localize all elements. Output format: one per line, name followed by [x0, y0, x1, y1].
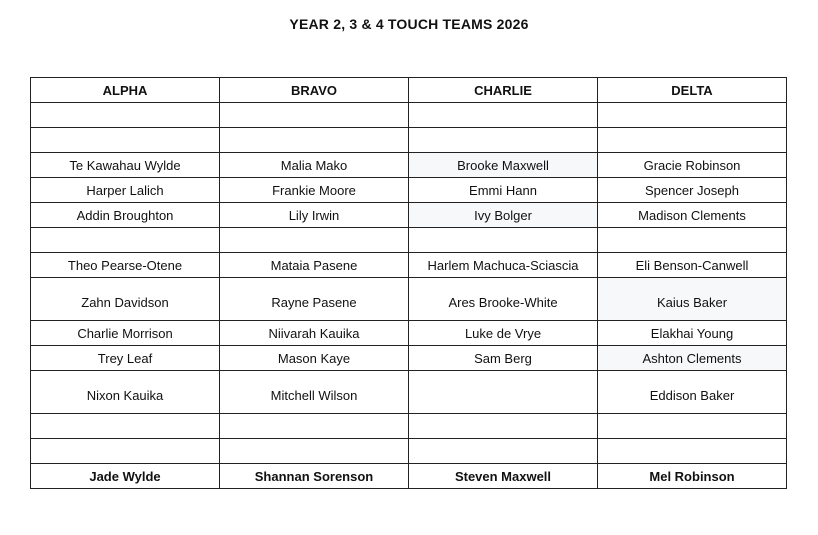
table-cell [220, 414, 409, 439]
table-cell: Malia Mako [220, 153, 409, 178]
table-cell [598, 103, 787, 128]
coach-charlie: Steven Maxwell [409, 464, 598, 489]
table-cell [409, 371, 598, 414]
table-cell: Kaius Baker [598, 278, 787, 321]
table-row [31, 153, 787, 178]
table-cell: Gracie Robinson [598, 153, 787, 178]
table-cell: Trey Leaf [31, 346, 220, 371]
coach-row [31, 464, 787, 489]
table-cell: Harper Lalich [31, 178, 220, 203]
table-cell: Frankie Moore [220, 178, 409, 203]
table-cell: Eddison Baker [598, 371, 787, 414]
table-cell [409, 439, 598, 464]
table-cell: Emmi Hann [409, 178, 598, 203]
table-cell: Eli Benson-Canwell [598, 253, 787, 278]
coach-bravo: Shannan Sorenson [220, 464, 409, 489]
table-cell [220, 103, 409, 128]
table-row [31, 253, 787, 278]
table-cell [598, 128, 787, 153]
coach-alpha: Jade Wylde [31, 464, 220, 489]
table-row [31, 321, 787, 346]
table-cell [409, 228, 598, 253]
table-row [31, 414, 787, 439]
table-cell: Brooke Maxwell [409, 153, 598, 178]
table-row [31, 178, 787, 203]
team-header-charlie: CHARLIE [409, 78, 598, 103]
table-cell: Mataia Pasene [220, 253, 409, 278]
table-cell: Ivy Bolger [409, 203, 598, 228]
table-cell [31, 128, 220, 153]
table-cell: Nixon Kauika [31, 371, 220, 414]
table-cell [220, 439, 409, 464]
table-cell [220, 228, 409, 253]
header-row [31, 78, 787, 103]
table-cell: Mason Kaye [220, 346, 409, 371]
table-cell: Rayne Pasene [220, 278, 409, 321]
table-cell [409, 414, 598, 439]
table-cell [409, 103, 598, 128]
table-row [31, 346, 787, 371]
table-row [31, 128, 787, 153]
coach-delta: Mel Robinson [598, 464, 787, 489]
table-row [31, 278, 787, 321]
table-cell [409, 128, 598, 153]
table-cell: Zahn Davidson [31, 278, 220, 321]
table-row [31, 103, 787, 128]
table-cell [598, 414, 787, 439]
table-cell [31, 414, 220, 439]
table-cell [31, 439, 220, 464]
table-cell: Sam Berg [409, 346, 598, 371]
table-cell: Harlem Machuca-Sciascia [409, 253, 598, 278]
table-cell [31, 228, 220, 253]
table-cell: Madison Clements [598, 203, 787, 228]
team-header-bravo: BRAVO [220, 78, 409, 103]
teams-table [30, 77, 787, 489]
table-row [31, 228, 787, 253]
table-cell: Theo Pearse-Otene [31, 253, 220, 278]
table-cell: Ares Brooke-White [409, 278, 598, 321]
table-cell [31, 103, 220, 128]
table-cell [598, 228, 787, 253]
table-cell: Luke de Vrye [409, 321, 598, 346]
table-cell [598, 439, 787, 464]
table-row [31, 371, 787, 414]
table-cell: Lily Irwin [220, 203, 409, 228]
table-cell: Spencer Joseph [598, 178, 787, 203]
table-cell: Mitchell Wilson [220, 371, 409, 414]
table-row [31, 439, 787, 464]
team-header-alpha: ALPHA [31, 78, 220, 103]
table-cell: Charlie Morrison [31, 321, 220, 346]
table-cell: Niivarah Kauika [220, 321, 409, 346]
table-cell [220, 128, 409, 153]
table-cell: Ashton Clements [598, 346, 787, 371]
page-title: YEAR 2, 3 & 4 TOUCH TEAMS 2026 [289, 16, 529, 32]
table-cell: Elakhai Young [598, 321, 787, 346]
table-cell: Te Kawahau Wylde [31, 153, 220, 178]
table-cell: Addin Broughton [31, 203, 220, 228]
table-row [31, 203, 787, 228]
team-header-delta: DELTA [598, 78, 787, 103]
